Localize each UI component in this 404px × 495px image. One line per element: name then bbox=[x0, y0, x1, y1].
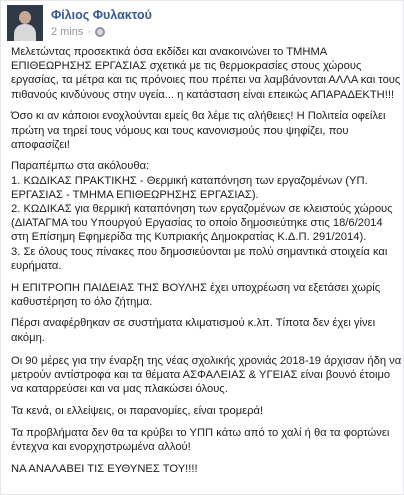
avatar-body-shape bbox=[14, 24, 36, 41]
paragraph-committee bbox=[11, 281, 399, 309]
paragraph-school-year bbox=[11, 354, 402, 397]
post-header bbox=[7, 5, 152, 41]
text-line: 1. ΚΩΔΙΚΑΣ ΠΡΑΚΤΙΚΗΣ - Θερμική καταπόνηση των εργαζομένων (ΥΠ. bbox=[11, 174, 368, 187]
text-line: ΕΠΙΘΕΩΡΗΣΗΣ ΕΡΓΑΣΙΑΣ σχετικά με τις θερμοκρασίες στους χώρους bbox=[11, 60, 362, 73]
text-line: ΝΑ ΑΝΑΛΑΒΕΙ ΤΙΣ ΕΥΘΥΝΕΣ ΤΟΥ!!!! bbox=[11, 462, 198, 475]
text-line: πρώτη να τηρεί τους νόμους και τους κανονισμούς που ψηφίζει, που bbox=[11, 124, 349, 137]
post-subline bbox=[51, 25, 152, 39]
text-line: πιθανούς κινδύνους στην υγεία... η κατάσταση είναι επεικώς ΑΠΑΡΑΔΕΚΤΗ!!! bbox=[11, 88, 395, 101]
text-line: να καταρρεύσει και να μας πλακώσει όλους. bbox=[11, 383, 228, 396]
text-line: ακόμη. bbox=[11, 331, 45, 344]
text-line: 2. ΚΩΔΙΚΑΣ για θερμική καταπόνηση των εργαζομένων σε κλειστούς χώρους bbox=[11, 203, 393, 216]
text-line: ΕΡΓΑΣΙΑΣ - ΤΜΗΜΑ ΕΠΙΘΕΩΡΗΣΗΣ ΕΡΓΑΣΙΑΣ). bbox=[11, 188, 259, 201]
text-line: εργασίας, τα μέτρα και τις πρόνοιες που πρέπει να λαμβάνονται ΑΛΛΑ και τους bbox=[11, 74, 401, 87]
globe-icon[interactable] bbox=[95, 27, 105, 37]
text-line: 3. Σε όλους τους πίνακες που δημοσιεύονται με πολύ σημαντικά στοιχεία και bbox=[11, 245, 388, 258]
author-avatar[interactable] bbox=[7, 5, 43, 41]
text-line: Πέρσι αναφέρθηκαν σε συστήματα κλιματισμού κ.λπ. Τίποτα δεν έχει γίνει bbox=[11, 317, 376, 330]
author-name[interactable]: Φίλιος Φυλακτού bbox=[51, 8, 152, 22]
post-meta bbox=[51, 5, 152, 39]
paragraph-last-year bbox=[11, 316, 399, 344]
paragraph-statement bbox=[11, 109, 399, 152]
post-timestamp[interactable]: 2 mins bbox=[51, 26, 84, 38]
paragraph-intro bbox=[11, 45, 399, 102]
post-body bbox=[11, 45, 402, 483]
text-line: Η ΕΠΙΤΡΟΠΗ ΠΑΙΔΕΙΑΣ ΤΗΣ ΒΟΥΛΗΣ έχει υποχρέωση να εξετάσει χωρίς bbox=[11, 281, 381, 294]
text-line: στη Επίσημη Εφημερίδα της Κυπριακής Δημοκρατίας Κ.Δ.Π. 291/2014). bbox=[11, 231, 367, 244]
paragraph-demand bbox=[11, 462, 399, 476]
text-line: Τα προβλήματα δεν θα τα κρύβει το ΥΠΠ κάτω από το χαλί ή θα τα φορτώνει bbox=[11, 426, 390, 439]
text-line: (ΔΙΑΤΑΓΜΑ του Υπουργού Εργασίας το οποίο δημοσιεύτηκε στις 18/6/2014 bbox=[11, 217, 383, 230]
text-line: Όσο κι αν κάποιοι ενοχλούνται εμείς θα λέμε τις αλήθειες! Η Πολιτεία οφείλει bbox=[11, 110, 386, 123]
text-line: Παραπέμπω στα ακόλουθα: bbox=[11, 160, 150, 173]
text-line: Τα κενά, οι ελλείψεις, οι παρανομίες, είναι τρομερά! bbox=[11, 404, 264, 417]
avatar-head-shape bbox=[19, 11, 31, 24]
paragraph-problems bbox=[11, 426, 399, 454]
text-line: ευρήματα. bbox=[11, 259, 62, 272]
text-line: Οι 90 μέρες για την έναρξη της νέας σχολικής χρονιάς 2018-19 άρχισαν ήδη να bbox=[11, 354, 402, 367]
paragraph-shortcomings bbox=[11, 404, 399, 418]
separator-dot: · bbox=[87, 26, 92, 38]
text-line: μετρούν αντίστροφα και τα θέματα ΑΣΦΑΛΕΙΑΣ & ΥΓΕΙΑΣ είναι βουνό έτοιμο bbox=[11, 369, 391, 382]
text-line: Μελετώντας προσεκτικά όσα εκδίδει και ανακοινώνει το ΤΜΗΜΑ bbox=[11, 46, 328, 58]
text-line: αποφασίζει! bbox=[11, 138, 70, 151]
text-line: έντεχνα και ενορχηστρωμένα αλλού! bbox=[11, 440, 191, 453]
text-line: καθυστέρηση το όλο ζήτημα. bbox=[11, 295, 153, 308]
paragraph-references bbox=[11, 159, 399, 273]
